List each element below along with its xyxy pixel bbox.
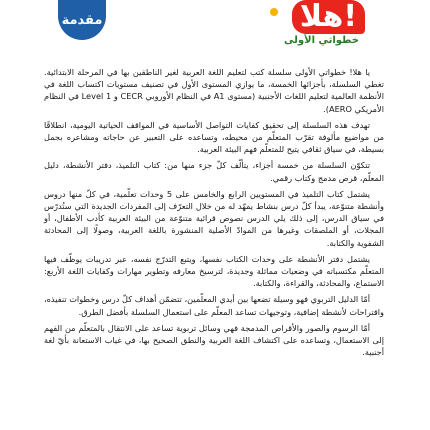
- paragraph: يشتمل كتاب التلميذ في المستويين الرابع والخامس على 5 وحدات تعلّمية، في كلّ منها دروس وأنشطة متنوّعة، يبدأ كلّ درس بنشاط يمهّد له من خلال التعرّف إلى المفردات الجديدة التي ستُدرّس في سياق الدرس، إلى ذلك يلي الدرس نصوص قرائية متنوّعة من البيئة العربية كأدب الأطفال، أو المجلات، أو الملصقات وغيرها من الموادّ الأصلية المنشورة باللغة العربية، وصولًا إلى المحادثة الشفوية والكتابة.: [44, 188, 384, 248]
- paragraph: تتكوّن السلسلة من خمسة أجزاء، يتألّف كلّ جزء منها من: كتاب التلميذ، دفتر الأنشطة، دليل المعلّم، قرص مدمج وكتاب رقمي.: [44, 160, 384, 183]
- logo-title: هلا!: [292, 0, 365, 34]
- series-logo: [270, 0, 365, 56]
- paragraph: أمّا الرسوم والصور والأقراص المدمجة فهي وسائل تربوية تساعد على الانتقال بالمتعلّم من الفهم إلى الاستعمال، وتساعده على اكتشاف اللغة العربية والنطق الصحيح بها، في غياب الاستعانة بأيّ لغة أجنبية.: [44, 322, 384, 358]
- intro-text: [44, 66, 384, 362]
- paragraph: أمّا الدليل التربوي فهو وسيلة تضعها بين أيدي المعلّمين، تتضمّن أهداف كلّ درس وخطوات تنفيذه، واقتراحات لأنشطة إضافية، وتوجيهات تساعد المعلّم على استعمال السلسلة بأفضل الطرق.: [44, 294, 384, 317]
- paragraph: يشتمل دفتر الأنشطة على وحدات الكتاب نفسها، ويتبع التدرّج نفسه، عبر تدريبات يوظّف فيها المتعلّم مكتسباته في وضعيات مماثلة وجديدة، لترسيخ معارفه وتطوير مهارات وكفايات اللغة الأربع: الاستماع، والمحادثة، والقراءة، والكتابة.: [44, 253, 384, 289]
- section-badge: [58, 0, 106, 40]
- paragraph: يا هلا! خطواتي الأولى سلسلة كتب لتعليم اللغة العربية لغير الناطقين بها في المرحلة الابتدائية. تغطي السلسلة، بأجزائها الخمسة، ما يوازي المستوى الأول في تصنيف مستويات اكتساب اللغة في الأنظمة العالمية لتعليم اللغات الأجنبية (مستوى A1 في النظام الأوروبي CECR و Level 1 في النظام الأمريكي AERO).: [44, 67, 384, 114]
- section-badge-label: مقدمة: [61, 12, 103, 28]
- logo-subtitle: خطواتي الأولى: [284, 35, 359, 46]
- paragraph: تهدف هذه السلسلة إلى تحقيق كفايات التواصل الأساسية في المواقف الحياتية اليومية، انطلاقًا من مواضيع مألوفة تقرّب المتعلّم من محيطه، وتساعده على التعبير عن حاجاته ومشاعره بجمل بسيطة، في سياق ثقافي يتيح للمتعلّم فهم البيئة العربية.: [44, 119, 384, 155]
- logo-dot-icon: [270, 8, 278, 16]
- page-header: [0, 0, 430, 60]
